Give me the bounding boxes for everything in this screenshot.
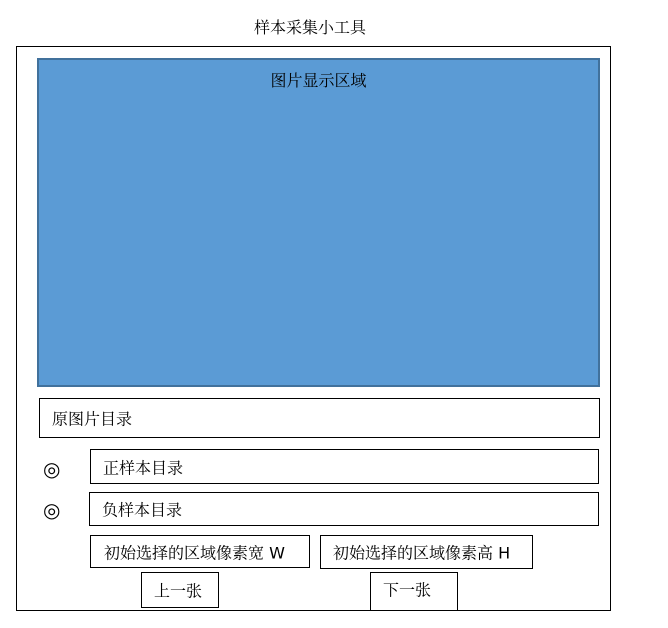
negative-dir-radio[interactable]: ◎ — [43, 498, 61, 522]
positive-dir-field[interactable] — [90, 449, 599, 484]
positive-dir-label: 正样本目录 — [103, 458, 184, 477]
positive-dir-radio[interactable]: ◎ — [43, 457, 61, 481]
prev-button[interactable] — [141, 572, 219, 608]
source-dir-label: 原图片目录 — [52, 409, 133, 429]
source-dir-field[interactable] — [39, 398, 600, 438]
region-height-field[interactable] — [320, 535, 533, 569]
negative-dir-label: 负样本目录 — [102, 500, 183, 520]
region-height-label: 初始选择的区域像素高 H — [333, 543, 511, 563]
image-display-label: 图片显示区域 — [270, 71, 367, 90]
next-button-label: 下一张 — [383, 580, 432, 600]
region-width-label: 初始选择的区域像素宽 W — [104, 543, 285, 562]
app-title: 样本采集小工具 — [253, 18, 366, 37]
prev-button-label: 上一张 — [154, 581, 203, 601]
region-width-field[interactable] — [90, 535, 310, 568]
image-display-area[interactable] — [37, 58, 600, 387]
negative-dir-field[interactable] — [89, 492, 599, 526]
next-button[interactable] — [370, 572, 458, 611]
